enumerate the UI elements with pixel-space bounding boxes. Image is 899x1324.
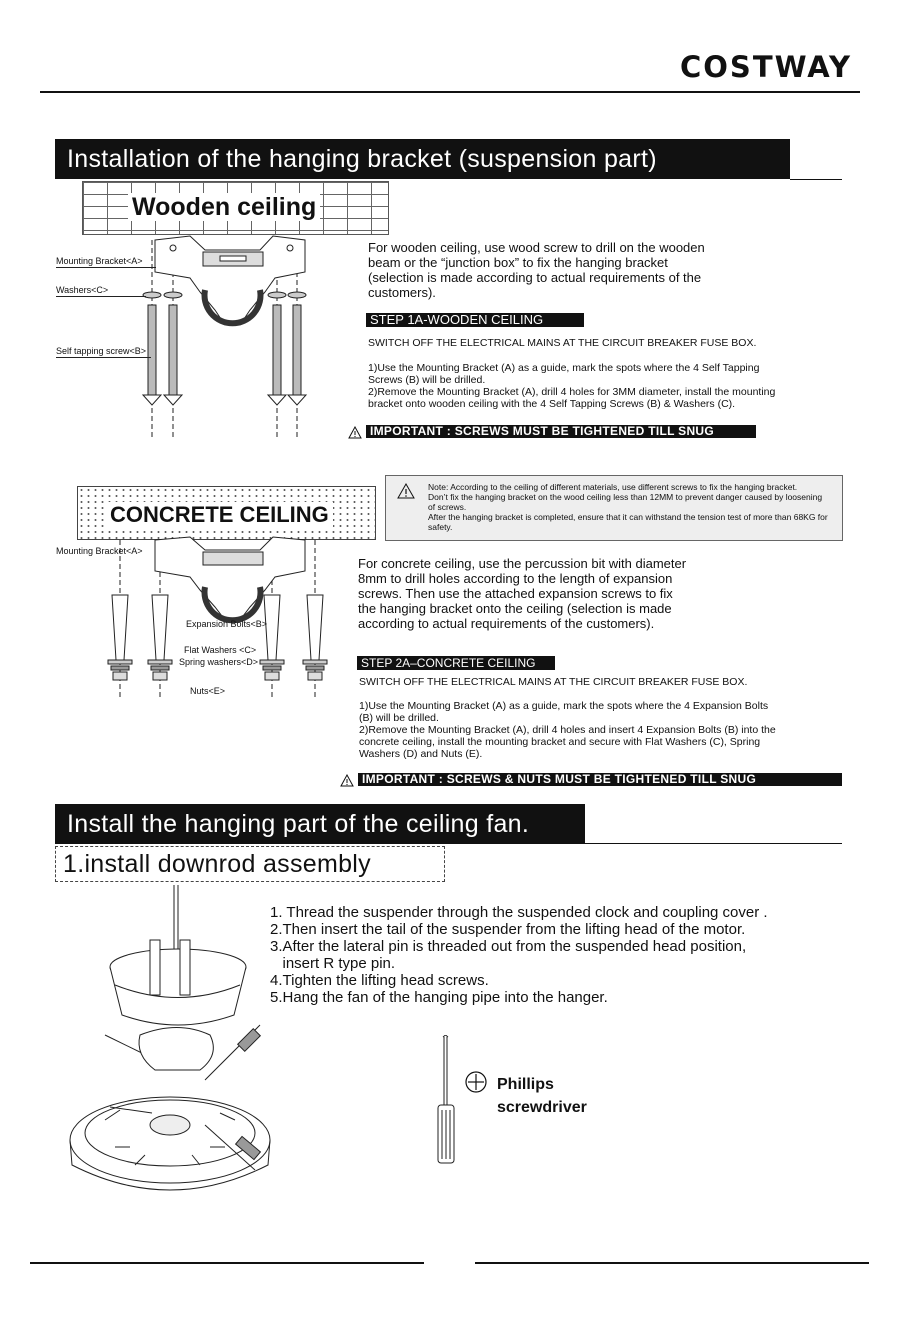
tool-label-screwdriver: screwdriver [497, 1099, 587, 1116]
section1-banner-rule [790, 179, 842, 180]
downrod-subtitle: 1.install downrod assembly [63, 850, 371, 878]
note-line-3: After the hanging bracket is completed, ensure that it can withstand the tension test of more than 68KG for safety. [428, 512, 828, 532]
downrod-step-2: 2.Then insert the tail of the suspender from the lifting head of the motor. [270, 921, 746, 938]
label-expansion-bolts-b: Expansion Bolts<B> [186, 619, 268, 629]
section1-banner: Installation of the hanging bracket (suspension part) [55, 139, 790, 179]
fan-downrod-assembly-illustration [60, 885, 285, 1245]
concrete-ceiling-title: CONCRETE CEILING [106, 502, 333, 528]
leader-line [56, 267, 156, 268]
wooden-step-2: 2)Remove the Mounting Bracket (A), drill 4 holes for 3MM diameter, install the mounting bracket onto wooden ceiling with the 4 Self Tapping Screws (B) & Washers (C). [368, 386, 776, 410]
wooden-ceiling-title: Wooden ceiling [128, 193, 320, 221]
header-rule [40, 91, 860, 93]
section2-banner: Install the hanging part of the ceiling fan. [55, 804, 585, 844]
note-line-2: Don’t fix the hanging bracket on the wood ceiling less than 12MM to prevent danger caused by loosening of screws. [428, 492, 823, 512]
phillips-head-icon [464, 1070, 488, 1094]
section2-banner-rule [585, 843, 842, 844]
wooden-intro: For wooden ceiling, use wood screw to drill on the wooden beam or the “junction box” to fix the hanging bracket (selection is made according to actual requirements of the customers). [368, 240, 705, 300]
label-nuts-e: Nuts<E> [190, 686, 226, 696]
downrod-step-3-cont: insert R type pin. [270, 955, 396, 972]
brand-logo: COSTWAY [680, 50, 852, 84]
footer-rule-left [30, 1262, 424, 1264]
concrete-step-2: 2)Remove the Mounting Bracket (A), drill 4 holes and insert 4 Expansion Bolts (B) into the concrete ceiling, install the mounting bracket and secure with Flat Washers (C), Spring Washers (D) and Nuts (E). [359, 724, 776, 760]
downrod-step-4: 4.Tighten the lifting head screws. [270, 972, 489, 989]
label-mounting-bracket-a: Mounting Bracket<A> [56, 546, 143, 556]
phillips-screwdriver-icon [430, 1035, 470, 1165]
label-mounting-bracket-a: Mounting Bracket<A> [56, 256, 143, 266]
warning-icon [340, 774, 354, 787]
concrete-intro: For concrete ceiling, use the percussion bit with diameter 8mm to drill holes according to the length of expansion screws. Then use the attached expansion screws to fix the hanging bracket onto the ceiling (selection is made according to actual requirements of the customers). [358, 556, 687, 631]
warning-icon [397, 483, 415, 499]
warning-icon [348, 426, 362, 439]
label-washers-c: Washers<C> [56, 285, 109, 295]
wooden-important: IMPORTANT : SCREWS MUST BE TIGHTENED TILL SNUG [366, 425, 756, 438]
concrete-switch-off: SWITCH OFF THE ELECTRICAL MAINS AT THE CIRCUIT BREAKER FUSE BOX. [359, 676, 748, 688]
tool-label-phillips: Phillips [497, 1076, 554, 1093]
concrete-step-1: 1)Use the Mounting Bracket (A) as a guide, mark the spots where the 4 Expansion Bolts (B) will be drilled. [359, 700, 769, 724]
label-spring-washers-d: Spring washers<D> [179, 657, 259, 667]
downrod-step-3: 3.After the lateral pin is threaded out from the suspended head position, [270, 938, 747, 955]
concrete-important: IMPORTANT : SCREWS & NUTS MUST BE TIGHTENED TILL SNUG [358, 773, 842, 786]
wooden-switch-off: SWITCH OFF THE ELECTRICAL MAINS AT THE CIRCUIT BREAKER FUSE BOX. [368, 337, 757, 349]
label-flat-washers-c: Flat Washers <C> [184, 645, 257, 655]
wooden-step-1: 1)Use the Mounting Bracket (A) as a guide, mark the spots where the 4 Self Tapping Screws (B) will be drilled. [368, 362, 760, 386]
concrete-step-title: STEP 2A–CONCRETE CEILING [357, 656, 555, 670]
downrod-step-1: 1. Thread the suspender through the suspended clock and coupling cover . [270, 904, 768, 921]
downrod-step-5: 5.Hang the fan of the hanging pipe into the hanger. [270, 989, 608, 1006]
wooden-step-title: STEP 1A-WOODEN CEILING [366, 313, 584, 327]
footer-rule-right [475, 1262, 869, 1264]
note-line-1: Note: According to the ceiling of different materials, use different screws to fix the hanging bracket. [428, 482, 798, 492]
leader-line [56, 357, 151, 358]
label-self-tapping-screw-b: Self tapping screw<B> [56, 346, 147, 356]
leader-line [56, 296, 146, 297]
